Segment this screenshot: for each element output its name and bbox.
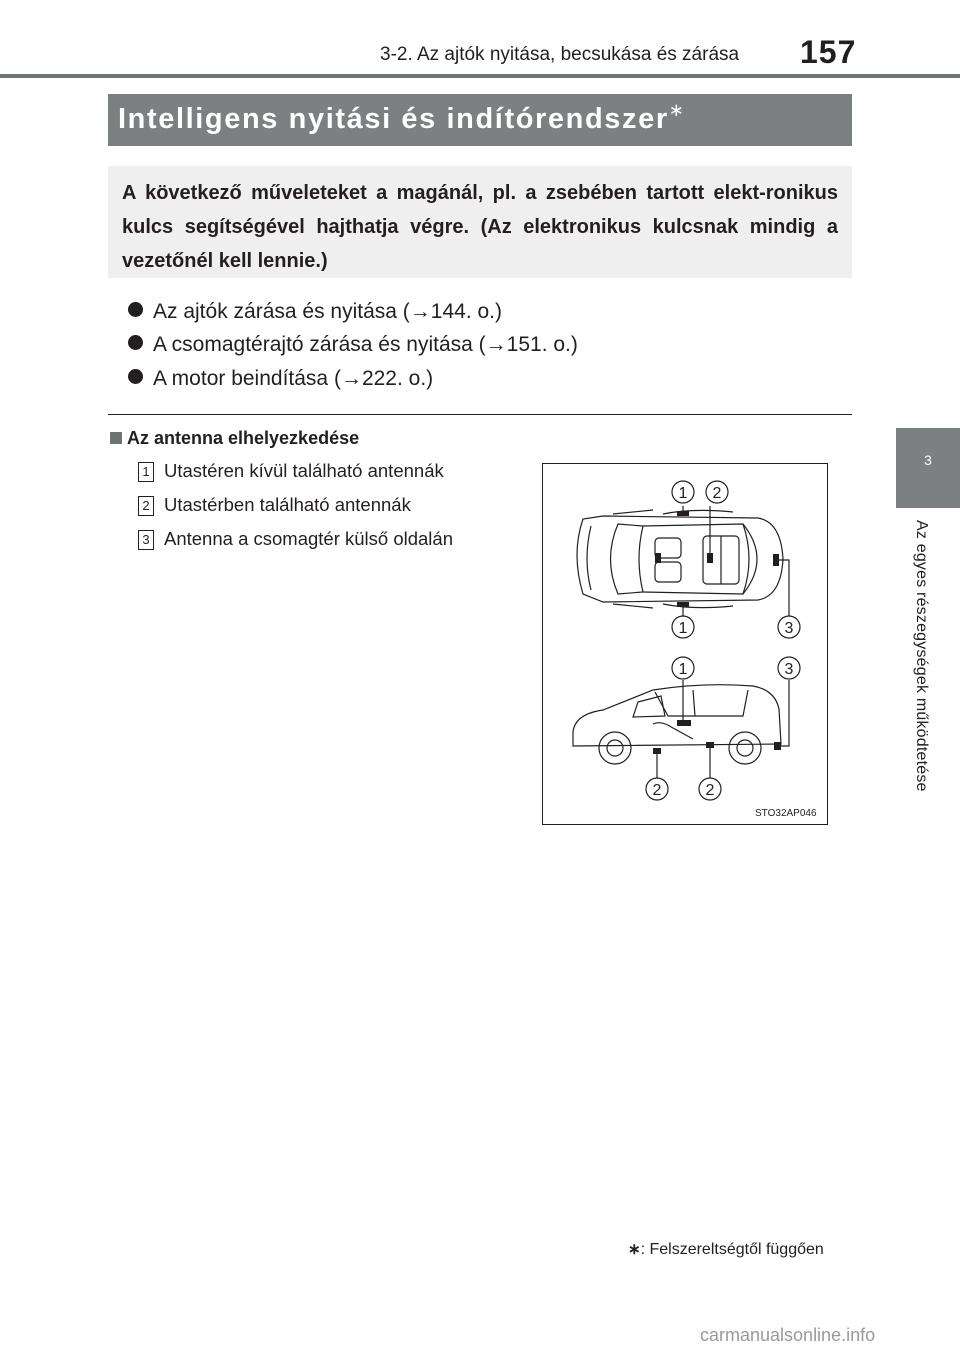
callout-label: 2	[712, 485, 722, 502]
callouts	[646, 481, 800, 800]
callout-label: 2	[652, 782, 662, 799]
antenna-marker	[773, 554, 779, 566]
callout-1	[672, 616, 694, 638]
bullet-icon	[128, 335, 143, 350]
running-header: 3-2. Az ajtók nyitása, becsukása és zárása	[380, 44, 740, 65]
antenna-marker	[655, 553, 661, 563]
list-item	[138, 494, 411, 516]
arrow-icon: →	[485, 333, 507, 356]
item-text: Antenna a csomagtér külső oldalán	[164, 528, 453, 549]
car-diagram	[543, 464, 827, 824]
page-number: 157	[800, 34, 857, 70]
section-divider	[108, 414, 852, 415]
callout-2	[699, 778, 721, 800]
footnote-asterisk: ∗	[628, 1241, 641, 1258]
antenna-marker	[677, 602, 689, 607]
intro-text: A következő műveleteket a magánál, pl. a zsebében tartott elekt-ronikus kulcs segítségével hajthatja végre. (Az elektronikus kulcsnak mindig a vezetőnél kell lennie.)	[122, 182, 838, 272]
page-reference[interactable]: 144. o.)	[430, 300, 502, 323]
leader-lines	[657, 506, 789, 779]
item-number-box: 1	[138, 462, 154, 482]
antenna-marker	[774, 742, 781, 750]
chapter-title: Az egyes részegységek működtetése	[913, 520, 930, 792]
callout-2	[706, 481, 728, 503]
footnote	[628, 1240, 824, 1259]
page-reference[interactable]: 222. o.)	[361, 367, 434, 390]
bullet-text: Az ajtók zárása és nyitása (	[153, 300, 410, 323]
bullet-text: A csomagtérajtó zárása és nyitása (	[153, 333, 486, 356]
antenna-marker	[707, 553, 713, 563]
antenna-marker	[677, 511, 689, 516]
header-rule	[0, 74, 960, 78]
title-asterisk: ∗	[668, 100, 686, 120]
callout-3	[778, 657, 800, 679]
title-bar	[108, 94, 852, 146]
arrow-icon: →	[340, 367, 362, 390]
callout-1	[672, 657, 694, 679]
callout-label: 3	[784, 661, 794, 678]
callout-label: 1	[678, 661, 688, 678]
list-item	[138, 460, 444, 482]
chapter-tab[interactable]	[896, 428, 960, 508]
footnote-text: : Felszereltségtől függően	[640, 1241, 824, 1258]
list-item	[138, 528, 453, 550]
bullet-item	[128, 300, 502, 324]
antenna-marker	[706, 742, 714, 748]
antenna-location-figure	[542, 463, 828, 825]
arrow-icon: →	[409, 300, 431, 323]
callout-label: 2	[705, 782, 715, 799]
callout-label: 1	[678, 620, 688, 637]
bullet-text: A motor beindítása (	[153, 367, 341, 390]
subheading	[110, 428, 359, 449]
item-number-box: 3	[138, 530, 154, 550]
page-reference[interactable]: 151. o.)	[506, 333, 578, 356]
callout-1	[672, 481, 694, 503]
callout-label: 1	[678, 485, 688, 502]
antenna-marker	[677, 720, 691, 726]
intro-box	[108, 166, 852, 278]
item-text: Utastérben található antennák	[164, 494, 411, 515]
item-text: Utastéren kívül található antennák	[164, 460, 444, 481]
figure-code: STO32AP046	[755, 808, 817, 819]
subheading-text: Az antenna elhelyezkedése	[127, 428, 360, 448]
callout-label: 3	[784, 620, 794, 637]
bullet-item	[128, 333, 578, 357]
chapter-number: 3	[924, 452, 932, 468]
watermark: carmanualsonline.info	[700, 1325, 876, 1345]
callout-3	[778, 616, 800, 638]
bullet-icon	[128, 302, 143, 317]
square-marker-icon	[110, 432, 122, 444]
callout-2	[646, 778, 668, 800]
item-number-box: 2	[138, 496, 154, 516]
car-top-view	[577, 510, 783, 608]
bullet-icon	[128, 369, 143, 384]
antenna-markers	[653, 511, 781, 754]
bullet-item	[128, 367, 433, 391]
antenna-marker	[653, 748, 661, 754]
page-title-text: Intelligens nyitási és indítórendszer	[118, 103, 669, 135]
page-title	[118, 100, 685, 136]
